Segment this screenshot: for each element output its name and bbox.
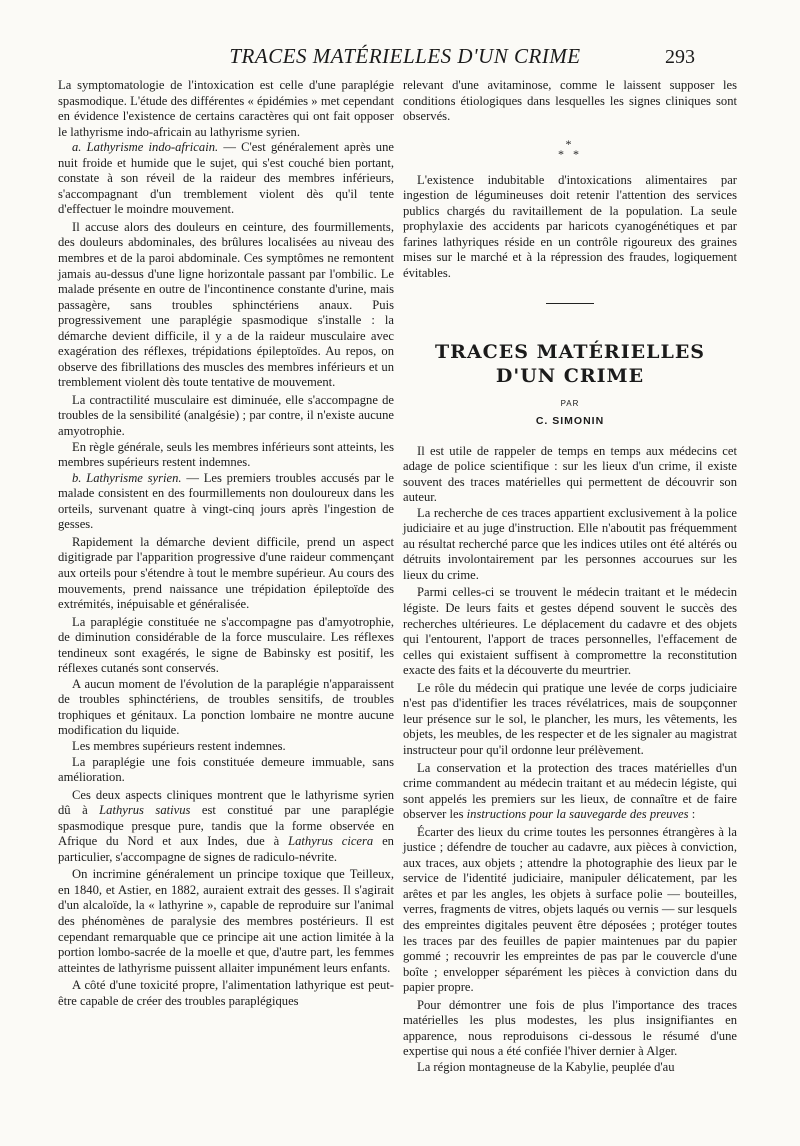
byline-par: PAR: [560, 399, 580, 409]
paragraph: Le rôle du médecin qui pratique une levée de corps judiciaire n'est pas d'identifier les traces révélatrices, mais de soupçonner leur présence sur le sol, le plancher, les murs, les vêtements, les objets, les meubles, de les respecter et de les signaler au magistrat instructeur pour qu'il ordonne leur prélèvement.: [403, 680, 737, 757]
article-title-line: D'UN CRIME: [495, 365, 645, 388]
paragraph-text: Ces deux aspects cliniques montrent que le lathyrisme syrien dû à: [58, 787, 394, 818]
paragraph: La symptomatologie de l'intoxication est celle d'une paraplégie spasmodique. L'étude des différentes « épidémies » met cependant en évidence l'existence de certains caractères qui ont fait opposer le lathyrisme indo-africain au lathyrisme syrien.: [58, 78, 394, 139]
paragraph-text: — C'est généralement après une nuit froide et humide que le sujet, qui s'est couché bien portant, constate à son réveil de la raideur des membres inférieurs, s'accompagnant d'un tremblement violent dès qu'il tente d'effectuer le moindre mouvement.: [58, 140, 394, 217]
section-divider: [546, 303, 594, 304]
emphasis-text: instructions pour la sauvegarde des preuves: [466, 807, 689, 822]
left-column: [58, 78, 394, 1009]
paragraph: Pour démontrer une fois de plus l'importance des traces matérielles les plus modestes, les plus insignifiantes en apparence, nous reproduisons ci-dessous le résumé d'une expertise qui nous a été confiée l'hiver dernier à Alger.: [403, 997, 737, 1059]
paragraph: relevant d'une avitaminose, comme le laissent supposer les conditions étiologiques dans lesquelles les signes cliniques sont observés.: [403, 78, 737, 124]
asterism-top: *: [565, 136, 575, 151]
species-name: Lathyrus cicera: [288, 834, 374, 849]
paragraph: La paraplégie une fois constituée demeure immuable, sans amélioration.: [58, 754, 394, 785]
paragraph: Les membres supérieurs restent indemnes.: [72, 738, 286, 753]
page-number: 293: [665, 46, 695, 68]
paragraph-text: :: [688, 807, 696, 822]
article-title-line: TRACES MATÉRIELLES: [434, 341, 706, 364]
running-title: TRACES MATÉRIELLES D'UN CRIME: [229, 44, 581, 68]
paragraph-text: — Les premiers troubles accusés par le malade consistent en des fourmillements non douloureux dans les orteils, survenant quatre à vingt-cinq jours après l'ingestion de gesses.: [58, 470, 395, 532]
author-name: C. SIMONIN: [535, 415, 605, 428]
paragraph: [58, 788, 394, 866]
right-column: [403, 78, 737, 1075]
paragraph-text: La conservation et la protection des traces matérielles d'un crime commandent au médecin traitant et au médecin légiste, qui sont appelés les premiers sur les lieux, de connaître et de faire observer les: [403, 760, 737, 822]
article-title: [403, 340, 737, 388]
asterism-bottom: * *: [558, 146, 582, 161]
paragraph: [58, 471, 394, 533]
paragraph-text: en particulier, s'accompagne de signes de radiculo-névrite.: [58, 834, 394, 864]
paragraph-text: est constitué par une paraplégie spasmodique presque pure, tandis que la forme observée en Afrique du Nord et aux Indes, due à: [58, 803, 395, 849]
paragraph: La recherche de ces traces appartient exclusivement à la police judiciaire et au juge d'instruction. Elle n'aboutit pas fréquemment au résultat recherché parce que les indices utiles ont été altérés ou détruits involontairement par les personnes accourues sur les lieux du crime.: [403, 505, 737, 582]
paragraph: La région montagneuse de la Kabylie, peuplée d'au: [417, 1059, 675, 1074]
paragraph: Écarter des lieux du crime toutes les personnes étrangères à la justice ; défendre de toucher au cadavre, aux pièces à conviction, aux traces, aux objets ; attendre la photographie des lieux par le service de l'identité judiciaire, manipuler délicatement, par les arêtes et par les angles, les objets à surface polie — bouteilles, verres, fragments de vitres, objets laqués ou vernis — sur lesquels des empreintes digitales peuvent être déposées ; protéger toutes les traces par des feuilles de papier maintenues par du papier gommé ; recouvrir les empreintes de pas par le couvercle d'une boîte ; envelopper séparément les pièces à conviction dans du papier propre.: [403, 824, 737, 995]
paragraph: La paraplégie constituée ne s'accompagne pas d'amyotrophie, de diminution considérable de la force musculaire. Les réflexes tendineux sont exagérés, le signe de Babinsky est positif, les réflexes cutanés sont conservés.: [58, 614, 394, 676]
paragraph: Il accuse alors des douleurs en ceinture, des fourmillements, des douleurs abdominales, des brûlures localisées au niveau des membres et de la paroi abdominale. Ces symptômes ne remontent jamais au-dessus d'une ligne horizontale passant par l'ombilic. Le malade présente en outre de l'incontinence constante d'urine, mais passagère, sans troubles sphinctériens anaux. Puis progressivement une paraplégie spasmodique s'installe : la démarche devient difficile, il y a de la raideur musculaire avec exagération des réflexes, trépidations épileptoïdes. Au repos, on observe des fibrillations des muscles des membres inférieurs et un tremblement violent dès toute tentative de mouvement.: [58, 219, 394, 390]
paragraph: Parmi celles-ci se trouvent le médecin traitant et le médecin légiste. De leurs faits et gestes dépend souvent le succès des recherches ultérieures. Le déplacement du cadavre et des objets qui l'entourent, l'apport de traces personnelles, l'effacement de celles qui existaient suffisent à compromettre la reconstitution exacte des faits et la découverte du meurtrier.: [403, 585, 737, 678]
paragraph: [58, 140, 394, 218]
subheading-indo-africain: a. Lathyrisme indo-africain.: [72, 140, 219, 155]
paragraph: On incrimine généralement un principe toxique que Teilleux, en 1840, et Astier, en 1882, auraient extrait des gesses. Il s'agirait d'un alcaloïde, la « lathyrine », capable de reproduire sur l'animal des phénomènes de paralysie des membres postérieurs. Il est cependant remarquable que ce principe ait une action limitée à la portion lombo-sacrée de la moelle et que, d'autre part, les femmes atteintes de lathyrisme puissent allaiter impunément leurs enfants.: [58, 867, 394, 975]
paragraph: L'existence indubitable d'intoxications alimentaires par ingestion de légumineuses doit retenir l'attention des services publics chargés du ravitaillement de la population. La seule prophylaxie des accidents par haricots cyanogénétiques et par farines lathyriques réside en un contrôle rigoureux des graines mises sur le marché et à la répression des fraudes, logiquement évitables.: [403, 172, 737, 280]
paragraph: La contractilité musculaire est diminuée, elle s'accompagne de troubles de la sensibilité (analgésie) ; par contre, il n'existe aucune amyotrophie.: [58, 392, 394, 439]
subheading-syrien: b. Lathyrisme syrien.: [72, 470, 182, 485]
species-name: Lathyrus sativus: [99, 803, 191, 818]
paragraph: Il est utile de rappeler de temps en temps aux médecins cet adage de police scientifique : sur les lieux d'un crime, il existe souvent des traces matérielles qui permettent de découvrir son auteur.: [403, 443, 737, 505]
paragraph: A aucun moment de l'évolution de la paraplégie n'apparaissent de troubles sphinctériens, de troubles sensitifs, de troubles trophiques et génitaux. La ponction lombaire ne montre aucune modification du liquide.: [58, 676, 394, 738]
paragraph: Rapidement la démarche devient difficile, prend un aspect digitigrade par l'apparition progressive d'une raideur commençant aux orteils pour s'étendre à tout le membre supérieur. Au cours des mouvements, prend naissance une trépidation épileptoïde des extrémités, inépuisable et généralisée.: [58, 534, 394, 612]
asterism-divider: [403, 136, 737, 161]
paragraph: En règle générale, seuls les membres inférieurs sont atteints, les membres supérieurs restent indemnes.: [58, 439, 394, 470]
paragraph: A côté d'une toxicité propre, l'alimentation lathyrique est peut-être capable de créer des troubles paraplégiques: [58, 978, 394, 1008]
paragraph: [403, 761, 737, 823]
